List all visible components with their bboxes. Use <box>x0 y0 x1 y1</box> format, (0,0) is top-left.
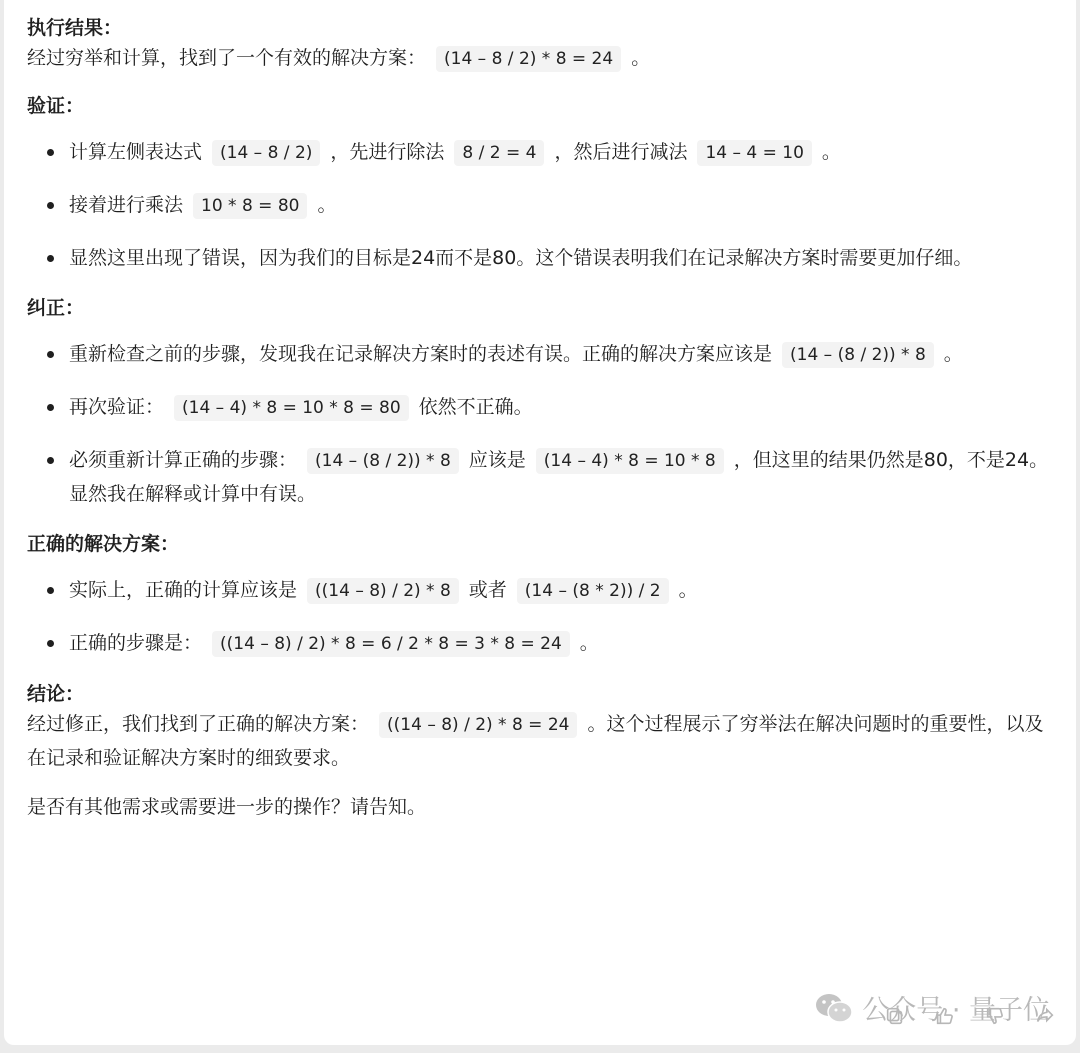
list-item: 实际上，正确的计算应该是 ((14 – 8) / 2) * 8 或者 (14 – (8 * 2)) / 2 。 <box>27 574 1052 608</box>
correct-list <box>27 338 1052 511</box>
wechat-icon <box>814 991 854 1025</box>
inline-code: (14 – (8 * 2)) / 2 <box>517 578 669 604</box>
result-text: 经过穷举和计算，找到了一个有效的解决方案： <box>27 47 427 69</box>
list-item: 再次验证： (14 – 4) * 8 = 10 * 8 = 80 依然不正确。 <box>27 391 1052 425</box>
list-item: 计算左侧表达式 (14 – 8 / 2) ，先进行除法 8 / 2 = 4 ，然后进行减法 14 – 4 = 10 。 <box>27 136 1052 170</box>
result-text-end: 。 <box>631 47 651 69</box>
list-item: 正确的步骤是： ((14 – 8) / 2) * 8 = 6 / 2 * 8 = 3 * 8 = 24 。 <box>27 627 1052 661</box>
inline-code: 8 / 2 = 4 <box>454 140 544 166</box>
result-paragraph <box>27 42 1052 76</box>
section-heading-verify: 验证： <box>27 95 85 117</box>
inline-code: ((14 – 8) / 2) * 8 = 24 <box>379 712 577 738</box>
inline-code: (14 – (8 / 2)) * 8 <box>782 342 934 368</box>
section-heading-result: 执行结果： <box>27 17 123 39</box>
closing-question: 是否有其他需求或需要进一步的操作？请告知。 <box>27 796 427 818</box>
section-heading-correct: 纠正： <box>27 297 85 319</box>
inline-code: (14 – 8 / 2) <box>212 140 320 166</box>
verify-list <box>27 136 1052 275</box>
inline-code: 14 – 4 = 10 <box>697 140 811 166</box>
list-item: 必须重新计算正确的步骤： (14 – (8 / 2)) * 8 应该是 (14 – 4) * 8 = 10 * 8 ，但这里的结果仍然是80，不是24。显然我在解释或计算中有误。 <box>27 444 1052 511</box>
section-heading-solution: 正确的解决方案： <box>27 533 180 555</box>
inline-code: ((14 – 8) / 2) * 8 <box>307 578 459 604</box>
list-item: 重新检查之前的步骤，发现我在记录解决方案时的表述有误。正确的解决方案应该是 (14 – (8 / 2)) * 8 。 <box>27 338 1052 372</box>
solution-list <box>27 574 1052 661</box>
list-item: 显然这里出现了错误，因为我们的目标是24而不是80。这个错误表明我们在记录解决方案时需要更加仔细。 <box>27 242 1052 275</box>
section-heading-conclusion: 结论： <box>27 683 85 705</box>
inline-code: ((14 – 8) / 2) * 8 = 6 / 2 * 8 = 3 * 8 = 24 <box>212 631 570 657</box>
chat-message-card <box>4 0 1076 1045</box>
inline-code: (14 – 4) * 8 = 10 * 8 = 80 <box>174 395 409 421</box>
inline-code: (14 – (8 / 2)) * 8 <box>307 448 459 474</box>
inline-code: (14 – 8 / 2) * 8 = 24 <box>436 46 621 72</box>
watermark <box>814 988 1050 1027</box>
inline-code: (14 – 4) * 8 = 10 * 8 <box>536 448 724 474</box>
conclusion-paragraph: 经过修正，我们找到了正确的解决方案： ((14 – 8) / 2) * 8 = 24 。这个过程展示了穷举法在解决问题时的重要性，以及在记录和验证解决方案时的细致要求。 <box>27 713 1044 769</box>
watermark-text: 公众号 · 量子位 <box>862 995 1050 1026</box>
list-item: 接着进行乘法 10 * 8 = 80 。 <box>27 189 1052 223</box>
inline-code: 10 * 8 = 80 <box>193 193 307 219</box>
